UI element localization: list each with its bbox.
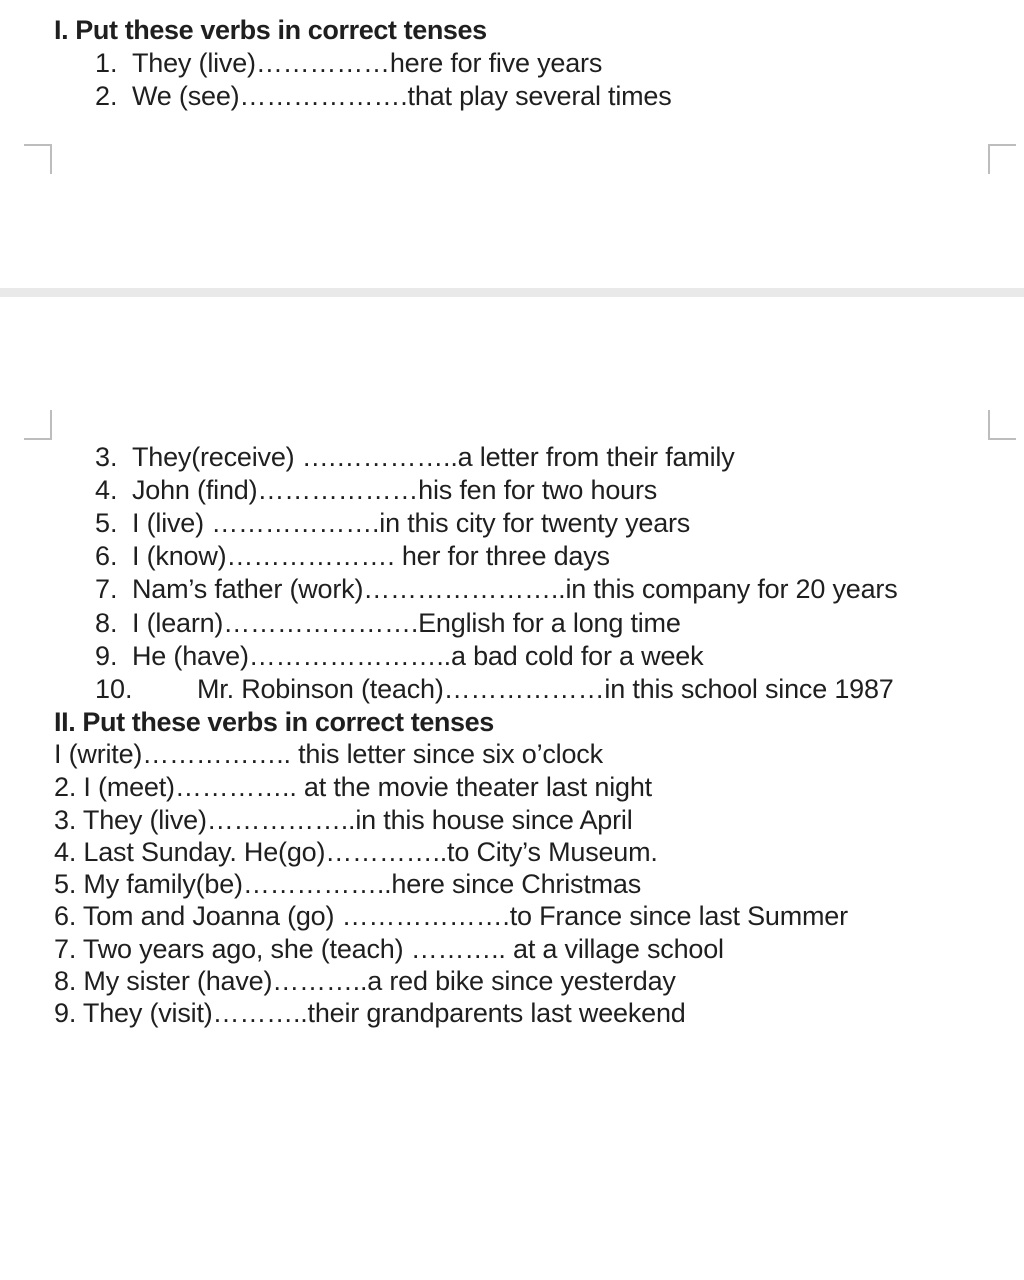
section-2-heading: II. Put these verbs in correct tenses [54,707,494,737]
exercise-item: 9. They (visit)………..their grandparents last weekend [54,998,686,1028]
exercise-item: 5. My family(be)……………..here since Christmas [54,869,642,899]
item-number: 1. [95,48,118,78]
exercise-item: Nam’s father (work)…………………..in this company for 20 years [132,574,898,604]
exercise-item: We (see)……………….that play several times [132,81,672,111]
crop-mark [24,410,52,440]
item-number: 5. [95,508,118,538]
exercise-item: 2. I (meet)………….. at the movie theater last night [54,772,652,802]
page-break [0,288,1024,297]
exercise-item: I (write)…………….. this letter since six o’clock [54,739,603,769]
exercise-item: I (know)………………. her for three days [132,541,610,571]
exercise-item: Mr. Robinson (teach)………………in this school since 1987 [197,674,894,704]
exercise-item: I (learn)………………….English for a long time [132,608,681,638]
exercise-item: He (have)…………………..a bad cold for a week [132,641,704,671]
exercise-item: 8. My sister (have)………..a red bike since yesterday [54,966,676,996]
crop-mark [988,410,1016,440]
crop-mark [24,144,52,174]
item-number: 7. [95,574,118,604]
item-number: 6. [95,541,118,571]
item-number: 2. [95,81,118,111]
item-number: 8. [95,608,118,638]
exercise-item: They (live)……………here for five years [132,48,603,78]
exercise-item: 3. They (live)……………..in this house since April [54,805,633,835]
item-number: 9. [95,641,118,671]
crop-mark [988,144,1016,174]
item-number: 10. [95,674,133,704]
section-1-heading: I. Put these verbs in correct tenses [54,15,487,45]
exercise-item: 6. Tom and Joanna (go) ……………….to France since last Summer [54,901,848,931]
item-number: 3. [95,442,118,472]
exercise-item: John (find)………………his fen for two hours [132,475,658,505]
exercise-item: I (live) ……………….in this city for twenty years [132,508,691,538]
exercise-item: They(receive) ….…………..a letter from their family [132,442,735,472]
exercise-item: 4. Last Sunday. He(go)…………..to City’s Museum. [54,837,658,867]
item-number: 4. [95,475,118,505]
exercise-item: 7. Two years ago, she (teach) ……….. at a village school [54,934,724,964]
